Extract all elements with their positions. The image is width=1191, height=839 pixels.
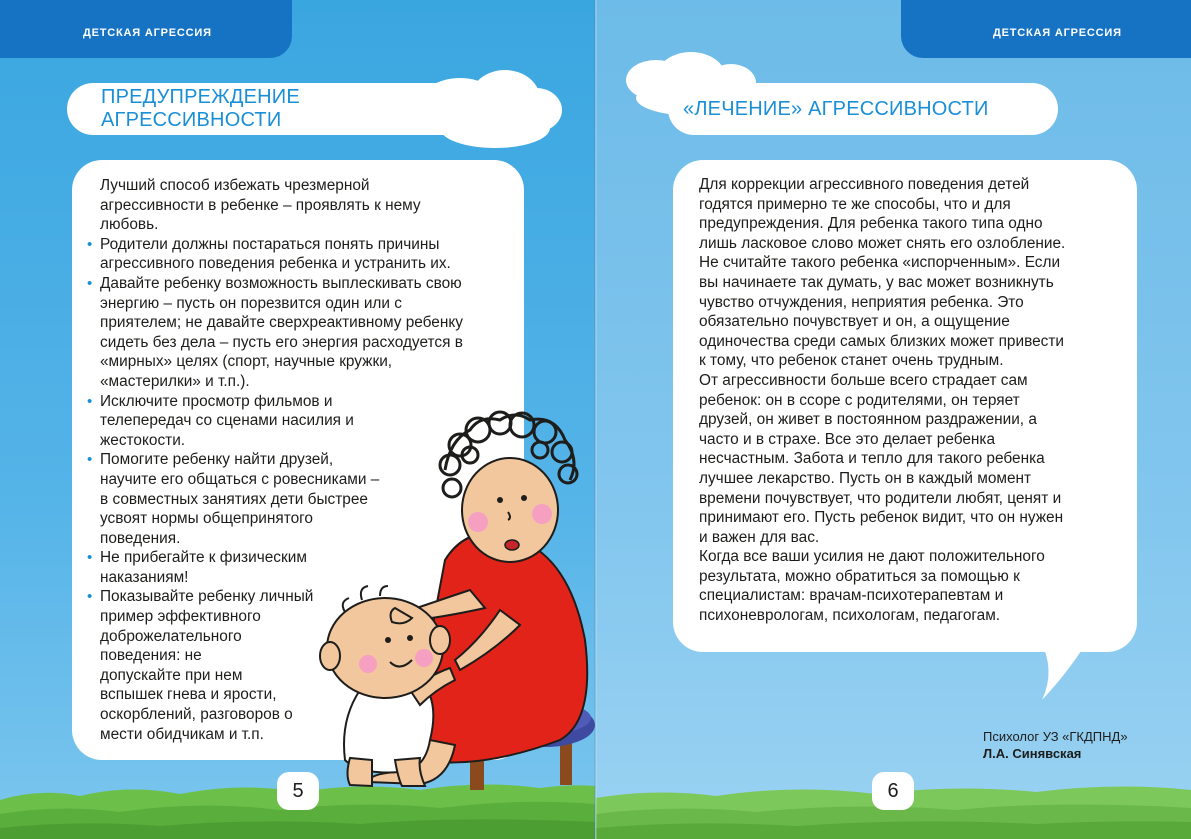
list-line: доброжелательного bbox=[100, 627, 242, 645]
list-line: сидеть без дела – пусть его энергия расходуется в bbox=[100, 333, 463, 351]
list-line: научите его общаться с ровесниками – bbox=[100, 470, 380, 488]
list-line: Не прибегайте к физическим bbox=[100, 549, 307, 567]
list-line: агрессивного поведения ребенка и устранить их. bbox=[100, 255, 451, 273]
list-line: приятелем; не давайте сверхреактивному ребенку bbox=[100, 314, 463, 332]
bullet-icon: • bbox=[87, 451, 93, 469]
list-line: Показывайте ребенку личный bbox=[100, 588, 314, 606]
page-number-left: 5 bbox=[277, 772, 319, 810]
header-title: ДЕТСКАЯ АГРЕССИЯ bbox=[83, 27, 212, 39]
list-line: Помогите ребенку найти друзей, bbox=[100, 451, 334, 469]
page-number-right: 6 bbox=[872, 772, 914, 810]
section-title-pill bbox=[668, 83, 1058, 135]
body-line: результата, можно обратиться за помощью к bbox=[699, 567, 1020, 585]
list-line: допускайте при нем bbox=[100, 666, 243, 684]
header-title: ДЕТСКАЯ АГРЕССИЯ bbox=[993, 27, 1122, 39]
bullet-icon: • bbox=[87, 392, 93, 410]
left-body-text bbox=[87, 176, 510, 744]
body-line: одиночества среди самых близких может привести bbox=[699, 332, 1064, 350]
body-line: времени почувствует, что родители любят, ценят и bbox=[699, 489, 1062, 507]
body-line: к тому, что ребенок станет очень трудным. bbox=[699, 352, 1004, 370]
right-body-text bbox=[699, 175, 1119, 626]
list-item bbox=[87, 450, 510, 548]
list-line: энергию – пусть он порезвится один или с bbox=[100, 294, 402, 312]
list-line: жестокости. bbox=[100, 431, 186, 449]
body-line: несчастным. Забота и тепло для такого ребенка bbox=[699, 450, 1045, 468]
signature bbox=[983, 728, 1128, 762]
list-line: Исключите просмотр фильмов и bbox=[100, 392, 333, 410]
body-line: обязательно почувствует и он, а ощущение bbox=[699, 313, 1010, 331]
body-line: вы начинаете так думать, у вас может возникнуть bbox=[699, 273, 1054, 291]
body-line: часто и в страхе. Все это делает ребенка bbox=[699, 430, 996, 448]
body-line: От агрессивности больше всего страдает сам bbox=[699, 371, 1028, 389]
list-line: мести обидчикам и т.п. bbox=[100, 725, 264, 743]
section-title: «ЛЕЧЕНИЕ» АГРЕССИВНОСТИ bbox=[683, 97, 989, 120]
bullet-icon: • bbox=[87, 588, 93, 606]
section-title-pill bbox=[67, 83, 469, 135]
recommendations-list bbox=[87, 235, 510, 744]
list-line: поведения: не bbox=[100, 647, 202, 665]
bullet-icon: • bbox=[87, 235, 93, 253]
body-line: предупреждения. Для ребенка такого типа одно bbox=[699, 215, 1043, 233]
list-line: «мирных» целях (спорт, научные кружки, bbox=[100, 353, 393, 371]
list-line: в совместных занятиях дети быстрее bbox=[100, 490, 368, 508]
body-line: чувство отчуждения, неприятия ребенка. Это bbox=[699, 293, 1024, 311]
speech-bubble-tail bbox=[1030, 640, 1090, 702]
body-line: друзей, он живет в постоянном раздражении, а bbox=[699, 411, 1037, 429]
list-line: телепередач со сценами насилия и bbox=[100, 412, 354, 430]
intro-line: любовь. bbox=[100, 216, 159, 234]
body-line: психоневрологам, психологам, педагогам. bbox=[699, 607, 1001, 625]
body-line: специалистам: врачам-психотерапевтам и bbox=[699, 587, 1004, 605]
list-item bbox=[87, 235, 510, 274]
body-line: Когда все ваши усилия не дают положительного bbox=[699, 548, 1045, 566]
list-line: Давайте ребенку возможность выплескивать свою bbox=[100, 274, 462, 292]
list-line: усвоят нормы общепринятого bbox=[100, 510, 313, 528]
list-line: вспышек гнева и ярости, bbox=[100, 686, 277, 704]
list-line: наказаниям! bbox=[100, 568, 189, 586]
bullet-icon: • bbox=[87, 274, 93, 292]
intro-line: Лучший способ избежать чрезмерной bbox=[100, 177, 370, 194]
list-line: «мастерилки» и т.п.). bbox=[100, 372, 250, 390]
page-fold bbox=[594, 0, 597, 839]
signature-role: Психолог УЗ «ГКДПНД» bbox=[983, 729, 1128, 744]
body-line: лучшее лекарство. Пусть он в каждый момент bbox=[699, 469, 1032, 487]
section-title: ПРЕДУПРЕЖДЕНИЕ АГРЕССИВНОСТИ bbox=[101, 86, 300, 131]
body-line: ребенок: он в ссоре с родителями, он теряет bbox=[699, 391, 1020, 409]
body-line: Для коррекции агрессивного поведения детей bbox=[699, 176, 1030, 193]
list-line: поведения. bbox=[100, 529, 181, 547]
body-line: и важен для вас. bbox=[699, 528, 820, 546]
list-item bbox=[87, 274, 510, 392]
list-item bbox=[87, 548, 510, 587]
bullet-icon: • bbox=[87, 549, 93, 567]
signature-name: Л.А. Синявская bbox=[983, 746, 1082, 761]
body-line: принимают его. Пусть ребенок видит, что он нужен bbox=[699, 509, 1064, 527]
body-line: годятся примерно те же способы, что и для bbox=[699, 195, 1011, 213]
body-line: лишь ласковое слово может снять его озлобление. bbox=[699, 234, 1066, 252]
body-line: Не считайте такого ребенка «испорченным». Если bbox=[699, 254, 1061, 272]
list-item bbox=[87, 392, 510, 451]
list-line: оскорблений, разговоров о bbox=[100, 706, 293, 724]
list-item bbox=[87, 587, 510, 744]
list-line: пример эффективного bbox=[100, 608, 261, 626]
list-line: Родители должны постараться понять причины bbox=[100, 235, 440, 253]
intro-line: агрессивности в ребенке – проявлять к нему bbox=[100, 196, 421, 214]
